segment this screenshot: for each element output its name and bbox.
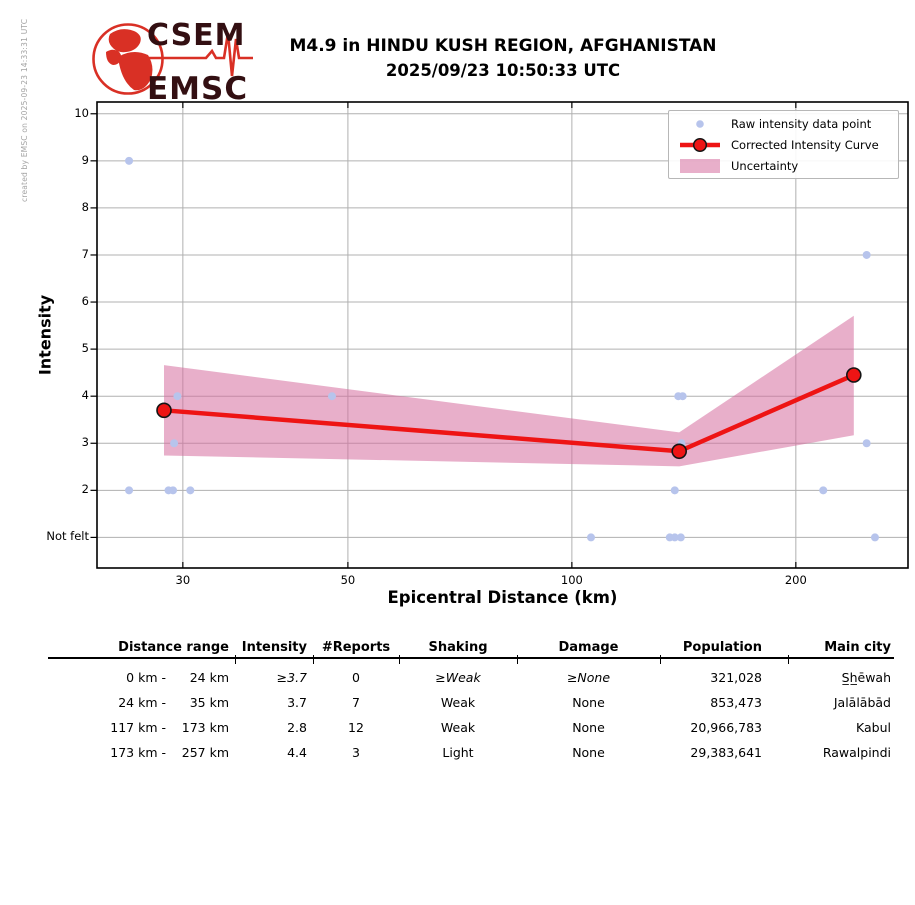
chart-legend [668,110,899,179]
intensity-value: 2.8 [287,720,307,735]
raw-intensity-point [186,486,194,494]
table-header-cell: Damage [558,639,619,655]
y-tick-label: 3 [81,435,89,450]
legend-item [669,134,896,155]
reports-count: 0 [352,670,360,685]
raw-intensity-point [328,392,336,400]
intensity-value: ≥3.7 [276,670,307,685]
raw-intensity-point [170,439,178,447]
damage-level: ≥None [566,670,611,685]
legend-item [669,113,896,134]
creation-credit: created by EMSC on 2025-09-23 14:33:31 UTC [20,18,29,202]
distance-from: 24 km - [118,695,166,710]
raw-intensity-point [863,251,871,259]
logo-text-emsc: EMSC [147,71,249,104]
raw-intensity-point [125,486,133,494]
table-column-divider [788,655,789,664]
reports-count: 7 [352,695,360,710]
table-header-cell: Distance range [118,639,229,655]
table-header-cell: Shaking [428,639,488,655]
distance-to: 257 km [181,745,229,760]
population-value: 853,473 [710,695,762,710]
y-tick-label: 7 [81,246,89,261]
raw-intensity-point [819,486,827,494]
raw-intensity-point [863,439,871,447]
y-tick-label: 2 [81,482,89,497]
table-column-divider [517,655,518,664]
main-city: Rawalpindi [822,745,891,760]
reports-count: 3 [352,745,360,760]
raw-intensity-point [125,157,133,165]
main-city: Jalālābād [833,695,891,710]
distance-to: 35 km [189,695,229,710]
shaking-level: Weak [440,695,476,710]
raw-intensity-point [169,486,177,494]
distance-from: 173 km - [110,745,166,760]
table-column-divider [399,655,400,664]
x-tick-label: 50 [340,573,356,587]
damage-level: None [572,745,605,760]
intensity-value: 4.4 [287,745,307,760]
event-datetime: 2025/09/23 10:50:33 UTC [385,61,621,80]
y-tick-label: Not felt [46,529,89,544]
corrected-intensity-marker [672,444,686,458]
y-tick-label: 10 [74,105,89,120]
y-tick-label: 5 [81,341,89,356]
distance-from: 117 km - [110,720,166,735]
corrected-intensity-marker [847,368,861,382]
main-city: S̲h̲ēwah [841,670,891,685]
shaking-level: Light [442,745,474,760]
distance-from: 0 km - [126,670,166,685]
y-axis-label: Intensity [35,294,55,376]
table-header-cell: #Reports [321,639,391,655]
table-column-divider [235,655,236,664]
raw-point-legend-icon [669,116,731,132]
legend-item-label: Uncertainty [731,158,799,173]
population-value: 20,966,783 [690,720,762,735]
x-tick-label: 200 [784,573,807,587]
distance-to: 24 km [189,670,229,685]
table-column-divider [313,655,314,664]
table-column-divider [660,655,661,664]
uncertainty-legend-icon [669,157,731,175]
table-header-rule [48,657,894,659]
raw-intensity-point [671,486,679,494]
y-tick-label: 6 [81,294,89,309]
y-tick-label: 9 [81,152,89,167]
table-header-cell: Main city [824,639,891,655]
shaking-level: Weak [440,720,476,735]
population-value: 29,383,641 [690,745,762,760]
intensity-value: 3.7 [287,695,307,710]
y-tick-label: 8 [81,199,89,214]
x-tick-label: 30 [175,573,191,587]
legend-item-label: Raw intensity data point [731,116,872,131]
population-value: 321,028 [710,670,762,685]
table-header-cell: Population [682,639,762,655]
event-title: M4.9 in HINDU KUSH REGION, AFGHANISTAN [289,36,717,56]
corrected-intensity-marker [157,403,171,417]
reports-count: 12 [348,720,364,735]
uncertainty-band [164,316,854,467]
csem-emsc-logo [88,12,253,104]
y-tick-label: 4 [81,388,89,403]
legend-item-label: Corrected Intensity Curve [731,137,879,152]
main-city: Kabul [856,720,891,735]
raw-intensity-point [677,533,685,541]
summary-table-rows [48,665,894,765]
summary-table-header [48,637,894,657]
x-tick-label: 100 [560,573,583,587]
shaking-level: ≥Weak [435,670,481,685]
raw-intensity-point [587,533,595,541]
x-axis-label: Epicentral Distance (km) [387,588,618,607]
logo-text-csem: CSEM [147,18,246,53]
raw-intensity-point [679,392,687,400]
damage-level: None [572,720,605,735]
legend-item [669,155,896,176]
distance-to: 173 km [181,720,229,735]
raw-intensity-point [173,392,181,400]
damage-level: None [572,695,605,710]
corrected-curve-legend-icon [669,136,731,154]
table-header-cell: Intensity [241,639,307,655]
raw-intensity-point [871,533,879,541]
